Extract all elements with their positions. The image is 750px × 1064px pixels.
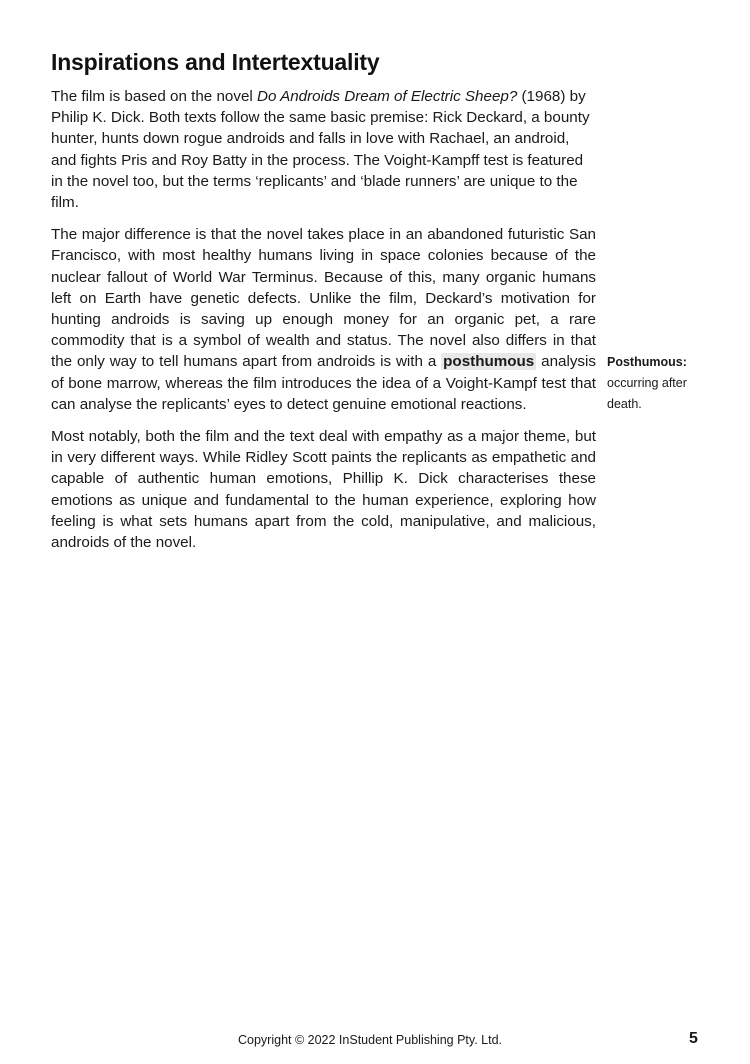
paragraph-3: Most notably, both the film and the text deal with empathy as a major theme, but in very different ways. While Ridley Scott paints the replicants as empathetic and capable of authentic human emotions, Phillip K. Dick characterises these emotions as unique and fundamental to the human experience, exploring how feeling is what sets humans apart from the cold, manipulative, and malicious, androids of the novel. — [51, 428, 596, 552]
glossary-definition: occurring after death. — [607, 376, 687, 411]
paragraph-1-rest: (1968) by Philip K. Dick. Both texts follow the same basic premise: Rick Deckard, a bounty hunter, hunts down rogue androids and falls in love with Rachael, an android, and fights Pris and Roy Batty in the process. The Voight-Kampff test is featured in the novel too, but the terms ‘replicants’ and ‘blade runners’ are unique to the film. — [51, 88, 590, 212]
section-heading: Inspirations and Intertextuality — [51, 49, 380, 75]
novel-title: Do Androids Dream of Electric Sheep? — [257, 88, 518, 105]
glossary-term: Posthumous: — [607, 355, 687, 369]
body-text — [51, 86, 596, 564]
paragraph-2 — [51, 224, 596, 415]
copyright-notice: Copyright © 2022 InStudent Publishing Pty. Ltd. — [238, 1033, 503, 1047]
paragraph-1 — [51, 86, 596, 213]
paragraph-2-rest: analysis of bone marrow, whereas the film introduces the idea of a Voight-Kampf test that can analyse the replicants’ eyes to detect genuine emotional reactions. — [51, 353, 596, 413]
paragraph-1-intro: The film is based on the novel — [51, 88, 257, 105]
paragraph-2-intro: The major difference is that the novel takes place in an abandoned futuristic San Francisco, with most healthy humans living in space colonies because of the nuclear fallout of World War Terminus. Because of this, many organic humans left on Earth have genetic defects. Unlike the film, Deckard’s motivation for hunting androids is saving up enough money for an organic pet, a rare commodity that is a symbol of wealth and status. The novel also differs in that the only way to tell humans apart from androids is with a — [51, 226, 596, 371]
page-number: 5 — [689, 1030, 698, 1047]
glossary-term-highlight: posthumous — [443, 353, 535, 371]
glossary-sidenote — [607, 352, 717, 415]
